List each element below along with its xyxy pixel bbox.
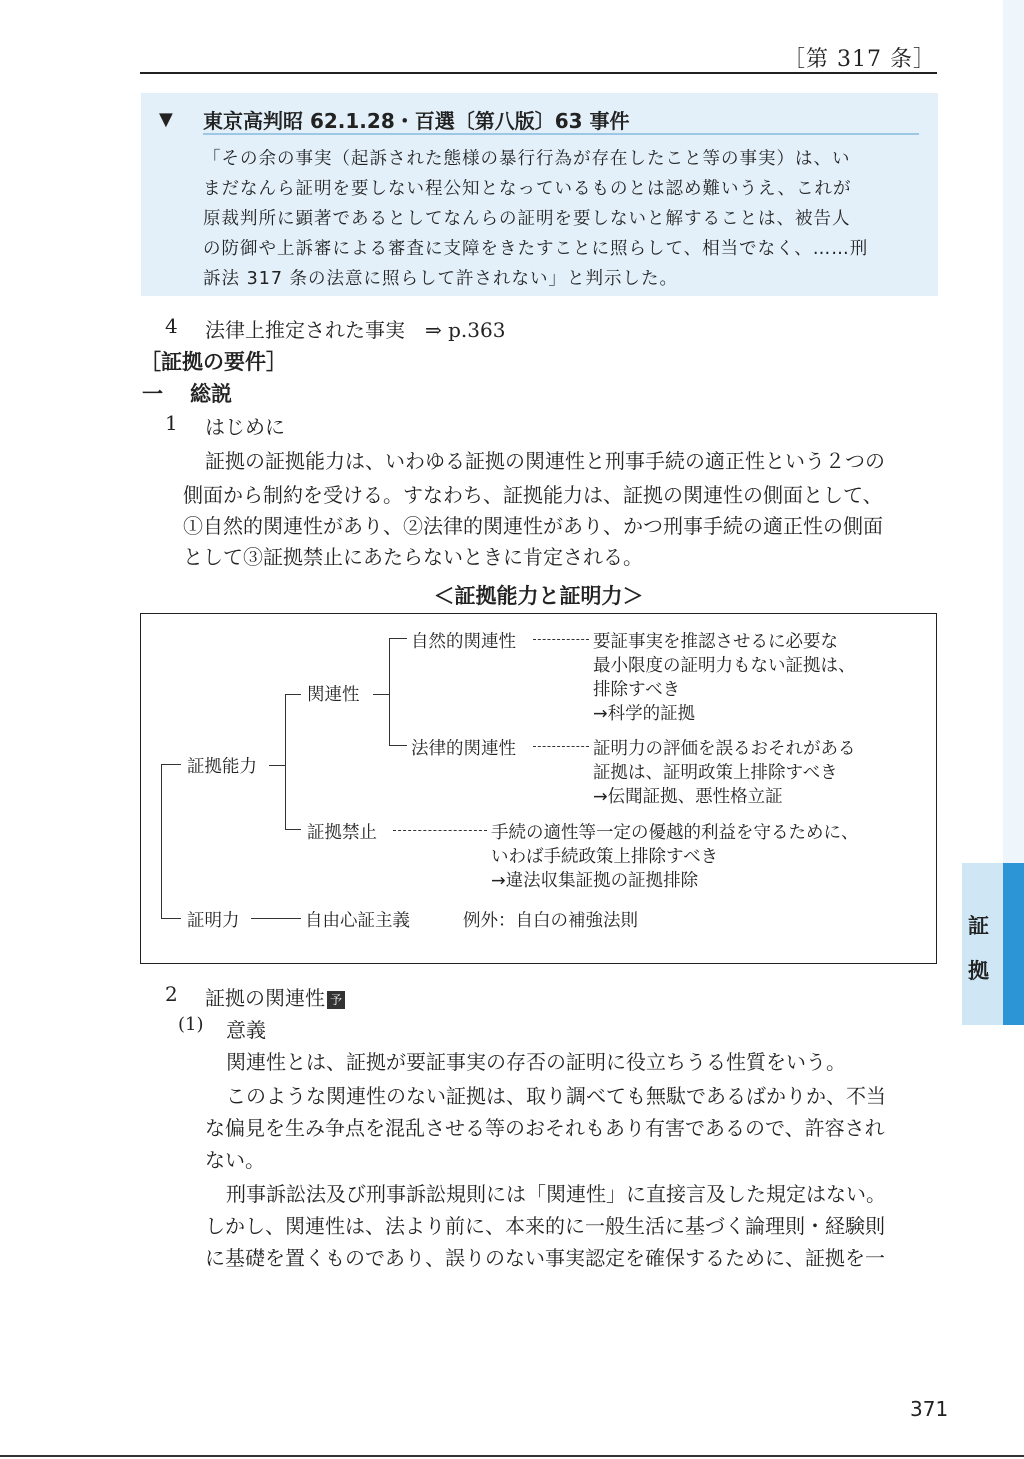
legal-desc: 証拠は、証明政策上排除すべき	[593, 763, 838, 783]
tree-connector	[161, 764, 181, 765]
node-admissibility: 証拠能力	[187, 757, 257, 777]
tree-connector	[161, 918, 181, 919]
case-title-rule	[203, 133, 919, 135]
natural-desc: →科学的証拠	[593, 704, 696, 724]
page-number: 371	[910, 1397, 949, 1421]
evidence-diagram	[140, 613, 937, 964]
requirements-heading: ［証拠の要件］	[140, 350, 287, 374]
tree-connector	[269, 765, 285, 766]
article-reference: ［第 317 条］	[783, 47, 936, 72]
chapter-tab-char: 証	[968, 914, 989, 938]
case-box	[141, 93, 938, 296]
tree-connector	[285, 829, 301, 830]
paragraph-line: 関連性とは、証拠が要証事実の存否の証明に役立ちうる性質をいう。	[226, 1050, 846, 1074]
subsection-number: (1)	[178, 1014, 204, 1035]
paragraph-line: に基礎を置くものであり、誤りのない事実認定を確保するために、証拠を一	[205, 1246, 885, 1270]
diagram-title: ＜証拠能力と証明力＞	[433, 584, 644, 608]
preliminary-badge-icon: 予	[327, 991, 345, 1009]
tree-connector	[389, 745, 407, 746]
tree-connector	[373, 694, 389, 695]
node-prohibition: 証拠禁止	[307, 823, 377, 843]
tree-connector	[285, 694, 286, 829]
paragraph-line: このような関連性のない証拠は、取り調べても無駄であるばかりか、不当	[226, 1084, 886, 1108]
case-line: 「その余の事実（起訴された態様の暴行行為が存在したこと等の事実）は、い	[203, 149, 851, 169]
subsection-title: 意義	[226, 1018, 266, 1042]
paragraph-line: 側面から制約を受ける。すなわち、証拠能力は、証拠の関連性の側面として、	[183, 483, 883, 507]
paragraph-line: 証拠の証拠能力は、いわゆる証拠の関連性と刑事手続の適正性という２つの	[205, 449, 885, 473]
overview-number: 一	[142, 382, 163, 406]
triangle-marker-icon: ▼	[159, 109, 173, 130]
dashed-connector	[393, 830, 487, 831]
prohibition-desc: 手続の適性等一定の優越的利益を守るために、	[491, 823, 859, 843]
tree-connector	[389, 638, 390, 745]
case-line: まだなんら証明を要しない程公知となっているものとは認め難いうえ、これが	[203, 179, 852, 199]
paragraph-line: 刑事訴訟法及び刑事訴訟規則には「関連性」に直接言及した規定はない。	[226, 1182, 886, 1206]
natural-desc: 排除すべき	[593, 680, 681, 700]
tree-connector	[389, 638, 407, 639]
prohibition-desc: いわば手続政策上排除すべき	[491, 847, 719, 867]
paragraph-line: ①自然的関連性があり、②法律的関連性があり、かつ刑事手続の適正性の側面	[183, 514, 883, 538]
paragraph-line: しかし、関連性は、法より前に、本来的に一般生活に基づく論理則・経験則	[205, 1214, 885, 1238]
chapter-tab-strip	[1003, 863, 1024, 1025]
node-relevance: 関連性	[307, 685, 360, 705]
legal-desc: →伝聞証拠、悪性格立証	[593, 787, 783, 807]
case-line: 原裁判所に顕著であるとしてなんらの証明を要しないと解することは、被告人	[203, 209, 851, 229]
paragraph-line: な偏見を生み争点を混乱させる等のおそれもあり有害であるので、許容され	[205, 1116, 885, 1140]
case-line: の防御や上訴審による審査に支障をきたすことに照らして、相当でなく、……刑	[203, 239, 869, 259]
natural-desc: 要証事実を推認させるに必要な	[593, 632, 838, 652]
node-free-proof: 自由心証主義	[305, 911, 410, 931]
tree-connector	[251, 918, 301, 919]
overview-title: 総説	[190, 382, 232, 406]
paragraph-line: ない。	[205, 1148, 265, 1172]
legal-desc: 証明力の評価を誤るおそれがある	[593, 739, 856, 759]
case-title: 東京高判昭 62.1.28・百選〔第八版〕63 事件	[203, 109, 630, 133]
dashed-connector	[533, 746, 589, 747]
natural-desc: 最小限度の証明力もない証拠は、	[593, 656, 856, 676]
node-natural-relevance: 自然的関連性	[411, 632, 516, 652]
tree-connector	[285, 694, 301, 695]
prohibition-desc: →違法収集証拠の証拠排除	[491, 871, 699, 891]
tree-connector	[161, 764, 162, 918]
node-probative-value: 証明力	[187, 911, 240, 931]
chapter-tab-char: 拠	[968, 959, 989, 983]
header-rule	[140, 72, 937, 74]
node-exception: 例外：自白の補強法則	[463, 911, 638, 931]
intro-number: 1	[165, 411, 178, 435]
case-line: 訴法 317 条の法意に照らして許されない」と判示した。	[203, 269, 679, 289]
margin-strip	[1003, 0, 1024, 863]
dashed-connector	[533, 639, 589, 640]
section-text: 法律上推定された事実 ⇒ p.363	[205, 318, 506, 342]
section-number: 2	[165, 982, 178, 1006]
section-title-text: 証拠の関連性	[205, 986, 325, 1010]
footer-rule	[0, 1455, 1024, 1457]
intro-title: はじめに	[205, 415, 285, 439]
paragraph-line: として③証拠禁止にあたらないときに肯定される。	[183, 545, 643, 569]
node-legal-relevance: 法律的関連性	[411, 739, 516, 759]
section-title	[205, 982, 345, 1011]
section-number: 4	[165, 314, 178, 338]
